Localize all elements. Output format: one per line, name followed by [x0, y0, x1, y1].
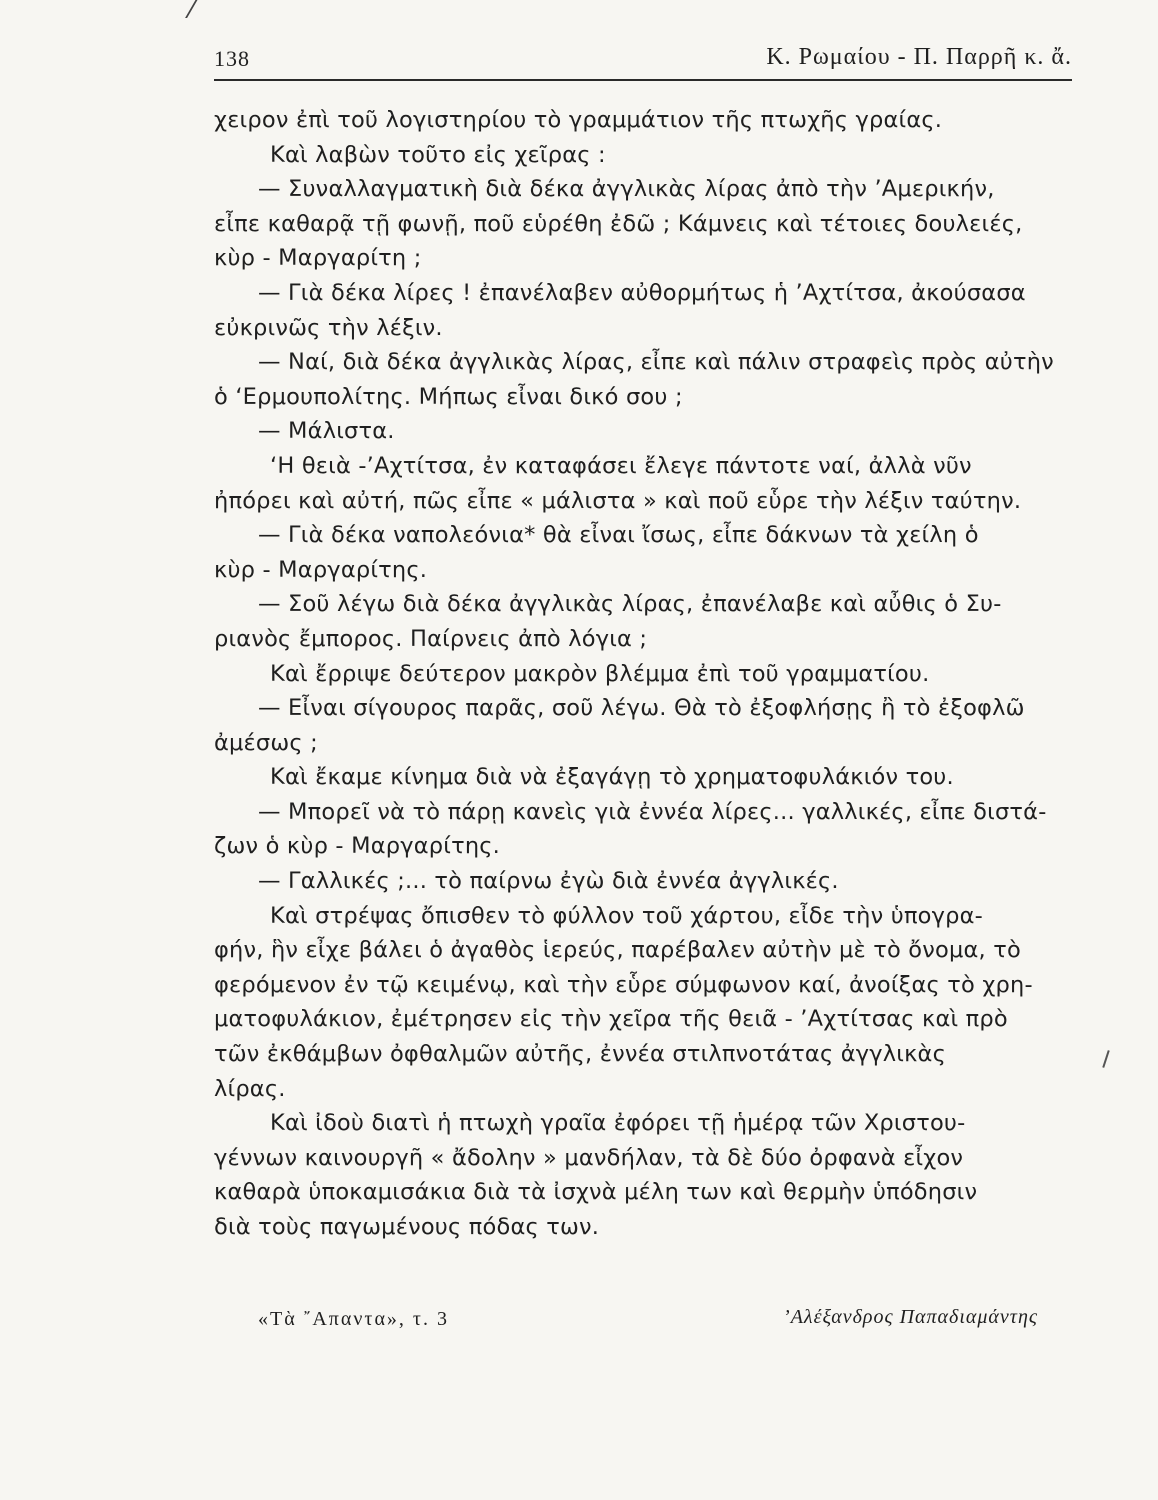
body-text: [214, 103, 1084, 1245]
text-line: — Σοῦ λέγω διὰ δέκα ἀγγλικὰς λίρας, ἐπανέλαβε καὶ αὖθις ὁ Συ-: [258, 591, 1002, 618]
text-line: ζων ὁ κὺρ - Μαργαρίτης.: [214, 833, 501, 860]
text-line: εἶπε καθαρᾷ τῇ φωνῇ, ποῦ εὑρέθη ἐδῶ ; Κάμνεις καὶ τέτοιες δουλειές,: [214, 210, 1023, 237]
page-number: 138: [214, 46, 250, 71]
text-line: χειρον ἐπὶ τοῦ λογιστηρίου τὸ γραμμάτιον τῆς πτωχῆς γραίας.: [214, 107, 943, 133]
text-line: κὺρ - Μαργαρίτης.: [214, 556, 428, 583]
text-line: ριανὸς ἔμπορος. Παίρνεις ἀπὸ λόγια ;: [214, 625, 648, 652]
text-line: ὁ ‘Ερμουπολίτης. Μήπως εἶναι δικό σου ;: [214, 383, 683, 410]
text-line: τῶν ἐκθάμβων ὀφθαλμῶν αὐτῆς, ἐννέα στιλπνοτάτας ἀγγλικὰς: [214, 1041, 946, 1068]
text-line: λίρας.: [214, 1075, 286, 1102]
text-line: — Μάλιστα.: [258, 418, 395, 445]
text-line: ἠπόρει καὶ αὐτή, πῶς εἶπε « μάλιστα » καὶ ποῦ εὗρε τὴν λέξιν ταύτην.: [214, 487, 1022, 514]
page-footer: [214, 1302, 1074, 1336]
header-rule: [214, 79, 1072, 81]
text-line: Καὶ ἰδοὺ διατὶ ἡ πτωχὴ γραῖα ἐφόρει τῇ ἡμέρᾳ τῶν Χριστου-: [270, 1110, 966, 1137]
text-line: — Εἶναι σίγουρος παρᾶς, σοῦ λέγω. Θὰ τὸ ἐξοφλήσῃς ἢ τὸ ἐξοφλῶ: [258, 695, 1025, 722]
text-line: — Γιὰ δέκα λίρες ! ἐπανέλαβεν αὐθορμήτως ἡ ’Αχτίτσα, ἀκούσασα: [258, 279, 1026, 306]
text-line: Καὶ ἔκαμε κίνημα διὰ νὰ ἐξαγάγῃ τὸ χρηματοφυλάκιόν του.: [270, 764, 954, 791]
text-line: — Γιὰ δέκα ναπολεόνια* θὰ εἶναι ἴσως, εἶπε δάκνων τὰ χείλη ὁ: [258, 522, 979, 549]
text-line: γέννων καινουργῆ « ἄδολην » μανδήλαν, τὰ δὲ δύο ὀρφανὰ εἶχον: [214, 1144, 964, 1171]
text-line: διὰ τοὺς παγωμένους πόδας των.: [214, 1214, 600, 1240]
text-line: — Μπορεῖ νὰ τὸ πάρῃ κανεὶς γιὰ ἐννέα λίρες... γαλλικές, εἶπε διστά-: [258, 798, 1047, 825]
text-line: Καὶ στρέψας ὄπισθεν τὸ φύλλον τοῦ χάρτου, εἶδε τὴν ὑπογρα-: [270, 902, 983, 929]
text-line: ‘Η θειὰ -’Αχτίτσα, ἐν καταφάσει ἔλεγε πάντοτε ναί, ἀλλὰ νῦν: [270, 452, 972, 479]
text-line: καθαρὰ ὑποκαμισάκια διὰ τὰ ἰσχνὰ μέλη των καὶ θερμὴν ὑπόδησιν: [214, 1179, 978, 1206]
text-line: — Γαλλικές ;... τὸ παίρνω ἐγὼ διὰ ἐννέα ἀγγλικές.: [258, 868, 839, 895]
margin-mark: [1102, 1050, 1109, 1068]
text-line: κὺρ - Μαργαρίτη ;: [214, 245, 422, 272]
text-line: εὐκρινῶς τὴν λέξιν.: [214, 314, 443, 341]
running-head: Κ. Ρωμαίου - Π. Παρρῆ κ. ἄ.: [766, 44, 1072, 70]
text-line: Καὶ ἔρριψε δεύτερον μακρὸν βλέμμα ἐπὶ τοῦ γραμματίου.: [270, 660, 930, 687]
page-header: [214, 44, 1074, 84]
text-line: — Ναί, διὰ δέκα ἀγγλικὰς λίρας, εἶπε καὶ πάλιν στραφεὶς πρὸς αὐτὴν: [258, 349, 1054, 376]
text-line: Καὶ λαβὼν τοῦτο εἰς χεῖρας :: [270, 141, 606, 168]
scan-mark: [171, 0, 201, 18]
text-line: ματοφυλάκιον, ἐμέτρησεν εἰς τὴν χεῖρα τῆς θειᾶ - ’Αχτίτσας καὶ πρὸ: [214, 1006, 1008, 1033]
text-line: ἀμέσως ;: [214, 729, 318, 756]
text-line: φερόμενον ἐν τῷ κειμένῳ, καὶ τὴν εὗρε σύμφωνον καί, ἀνοίξας τὸ χρη-: [214, 971, 1033, 998]
author-signature: ’Αλέξανδρος Παπαδιαμάντης: [783, 1306, 1038, 1328]
source-citation: «Τὰ ῎Απαντα», τ. 3: [258, 1308, 449, 1330]
text-line: — Συναλλαγματικὴ διὰ δέκα ἀγγλικὰς λίρας ἀπὸ τὴν ’Αμερικήν,: [258, 176, 995, 203]
text-line: φήν, ἣν εἶχε βάλει ὁ ἀγαθὸς ἱερεύς, παρέβαλεν αὐτὴν μὲ τὸ ὄνομα, τὸ: [214, 937, 1021, 964]
